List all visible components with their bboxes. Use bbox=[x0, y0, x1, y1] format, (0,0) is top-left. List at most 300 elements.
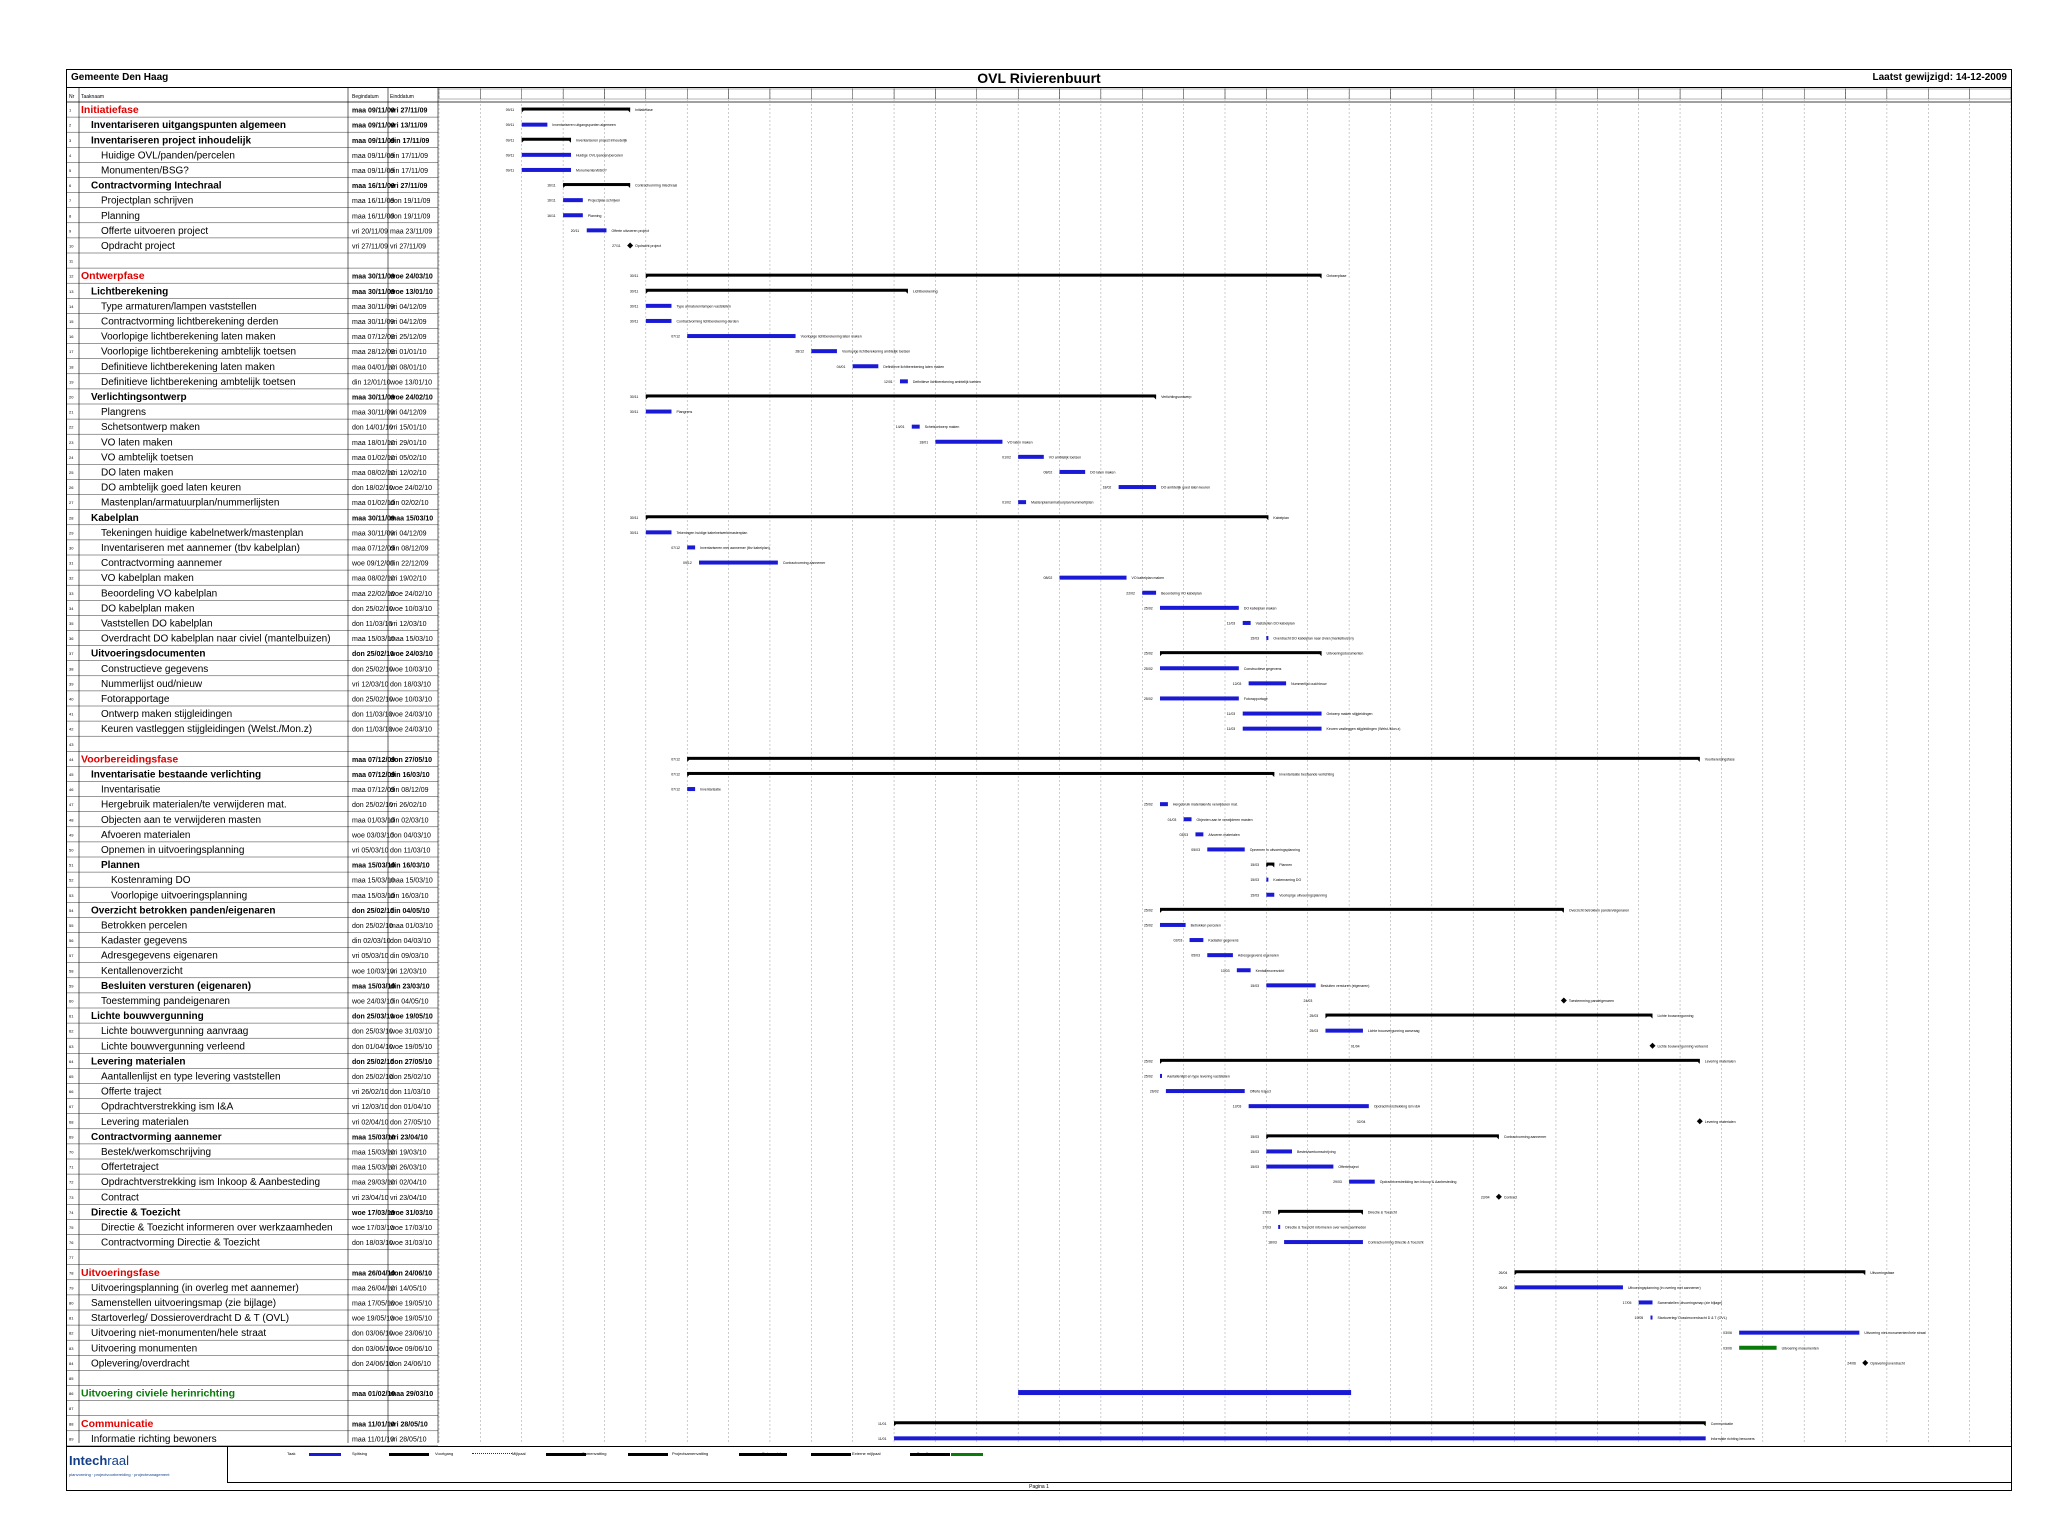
week-header-cell bbox=[1184, 89, 1225, 99]
task-start: vri 12/03/10 bbox=[352, 681, 389, 689]
task-bar bbox=[522, 123, 548, 127]
week-header-cell bbox=[1018, 89, 1059, 99]
task-end: din 17/11/09 bbox=[390, 152, 429, 160]
task-number: 24 bbox=[69, 454, 74, 460]
task-number: 28 bbox=[69, 515, 74, 521]
bar-start-label: 09/11 bbox=[505, 138, 515, 143]
bar-start-label: 30/11 bbox=[629, 289, 639, 294]
week-header-cell bbox=[522, 89, 563, 99]
task-end: vri 27/11/09 bbox=[390, 243, 427, 251]
task-bar bbox=[646, 410, 672, 414]
task-name: Ontwerpfase bbox=[81, 270, 145, 283]
bar-start-label: 15/03 bbox=[1250, 1134, 1260, 1139]
bar-name-label: Beoordeling VO kabelplan bbox=[1161, 591, 1202, 596]
task-end: vri 23/04/10 bbox=[390, 1194, 427, 1202]
week-header-cell bbox=[729, 89, 770, 99]
task-number: 6 bbox=[69, 183, 72, 189]
task-end: din 23/03/10 bbox=[390, 983, 430, 991]
task-name: Vaststellen DO kabelplan bbox=[101, 618, 213, 630]
bar-name-label: Inventariseren project inhoudelijk bbox=[576, 138, 628, 143]
task-name: Lichtberekening bbox=[91, 286, 169, 298]
task-end: woe 19/05/10 bbox=[390, 1013, 433, 1021]
bar-start-label: 04/01 bbox=[836, 364, 846, 369]
task-start: maa 07/12/09 bbox=[352, 334, 395, 342]
task-end: don 04/03/10 bbox=[390, 832, 431, 840]
task-end: vri 27/11/09 bbox=[390, 107, 428, 115]
task-number: 72 bbox=[69, 1179, 74, 1185]
task-number: 59 bbox=[69, 983, 74, 989]
bar-name-label: Voorlopige lichtberekening ambtelijk toetsen bbox=[841, 349, 911, 354]
task-number: 40 bbox=[69, 696, 74, 702]
task-name: Betrokken percelen bbox=[101, 920, 188, 932]
task-number: 41 bbox=[69, 711, 74, 717]
task-number: 15 bbox=[69, 318, 74, 324]
task-bar bbox=[1266, 878, 1268, 882]
task-name: Contractvorming aannemer bbox=[91, 1131, 222, 1143]
task-name: Kabelplan bbox=[91, 512, 139, 524]
bar-start-label: 07/12 bbox=[671, 757, 680, 762]
task-start: vri 26/02/10 bbox=[352, 1089, 389, 1097]
bar-name-label: Overdracht DO kabelplan naar civiel (mantelbuizen) bbox=[1273, 636, 1354, 641]
task-name: Communicatie bbox=[81, 1417, 154, 1430]
summary-bar bbox=[646, 515, 1269, 518]
bar-start-label: 30/11 bbox=[629, 304, 639, 309]
task-number: 69 bbox=[69, 1134, 74, 1140]
bar-name-label: Voorlopige lichtberekening laten maken bbox=[800, 334, 862, 339]
bar-name-label: Directie & Toezicht informeren over werkzaamheden bbox=[1285, 1225, 1367, 1230]
task-end: woe 19/05/10 bbox=[390, 1043, 433, 1051]
task-number: 42 bbox=[69, 726, 74, 732]
task-number: 58 bbox=[69, 968, 74, 974]
task-bar bbox=[699, 561, 778, 565]
task-end: vri 28/05/10 bbox=[390, 1436, 427, 1444]
task-number: 25 bbox=[69, 469, 74, 475]
task-end: woe 17/03/10 bbox=[390, 1224, 433, 1232]
week-header-cell bbox=[977, 89, 1018, 99]
task-number: 71 bbox=[69, 1164, 74, 1170]
bar-start-label: 03/06 bbox=[1723, 1331, 1732, 1336]
task-name: Uitvoeringsplanning (in overleg met aannemer) bbox=[91, 1282, 299, 1294]
bar-start-label: 05/03 bbox=[1191, 847, 1201, 852]
bar-start-label: 01/02 bbox=[1002, 500, 1011, 505]
task-name: Oplevering/overdracht bbox=[91, 1358, 190, 1370]
week-header-cell bbox=[1804, 89, 1845, 99]
bar-name-label: Opdrachtverstrekking ism I&A bbox=[1373, 1104, 1421, 1109]
task-bar bbox=[1195, 832, 1203, 836]
bar-name-label: Uitvoering niet-monumenten/hele straat bbox=[1864, 1331, 1926, 1336]
task-number: 5 bbox=[69, 167, 72, 173]
bar-name-label: VO laten maken bbox=[1007, 440, 1033, 445]
week-header-cell bbox=[1721, 89, 1762, 99]
bar-name-label: Bestek/werkomschrijving bbox=[1297, 1149, 1336, 1154]
bar-name-label: Offerte traject bbox=[1249, 1089, 1271, 1094]
task-bar bbox=[522, 168, 571, 172]
task-end: vri 29/01/10 bbox=[390, 439, 427, 447]
bar-start-label: 18/03 bbox=[1268, 1240, 1277, 1245]
bar-start-label: 16/11 bbox=[547, 213, 556, 218]
task-number: 64 bbox=[69, 1058, 74, 1064]
task-end: vri 28/05/10 bbox=[390, 1421, 428, 1429]
task-end: don 27/05/10 bbox=[390, 1119, 431, 1127]
task-number: 80 bbox=[69, 1300, 74, 1306]
task-bar bbox=[1284, 1240, 1363, 1244]
milestone-marker bbox=[627, 242, 633, 248]
task-number: 12 bbox=[69, 273, 74, 279]
task-number: 11 bbox=[69, 258, 74, 264]
task-number: 74 bbox=[69, 1209, 74, 1215]
task-number: 85 bbox=[69, 1375, 74, 1381]
legend-entry: Samenvatting bbox=[582, 1451, 607, 1456]
task-number: 26 bbox=[69, 485, 74, 491]
bar-name-label: Huidige OVL/panden/percelen bbox=[576, 153, 623, 158]
bar-name-label: Uitvoeringsfase bbox=[1870, 1270, 1895, 1275]
task-start: vri 12/03/10 bbox=[352, 1104, 389, 1112]
task-start: don 25/02/10 bbox=[352, 922, 393, 930]
task-end: vri 15/01/10 bbox=[390, 424, 427, 432]
task-start: maa 11/01/10 bbox=[352, 1436, 395, 1444]
bar-name-label: Opdrachtverstrekking ism Inkoop & Aanbesteding bbox=[1379, 1180, 1457, 1185]
week-header-cell bbox=[646, 89, 687, 99]
bar-start-label: 07/12 bbox=[671, 787, 680, 792]
legend-key bbox=[628, 1453, 668, 1456]
bar-name-label: Uitvoeringsdocumenten bbox=[1326, 651, 1364, 656]
week-header-cell bbox=[1887, 89, 1928, 99]
task-bar bbox=[687, 545, 695, 549]
week-header-cell bbox=[770, 89, 811, 99]
task-number: 77 bbox=[69, 1255, 74, 1261]
task-number: 62 bbox=[69, 1028, 74, 1034]
task-end: vri 12/03/10 bbox=[390, 968, 427, 976]
task-number: 78 bbox=[69, 1270, 74, 1276]
task-start: don 25/02/10 bbox=[352, 696, 393, 704]
bar-start-label: 07/12 bbox=[671, 334, 680, 339]
task-start: vri 20/11/09 bbox=[352, 228, 389, 236]
week-header-cell bbox=[1928, 89, 1969, 99]
week-header-cell bbox=[1970, 89, 2011, 99]
bar-name-label: Voorlopige uitvoeringsplanning bbox=[1279, 893, 1327, 898]
bar-name-label: Initiatiefase bbox=[635, 108, 653, 113]
task-name: Lichte bouwvergunning verleend bbox=[101, 1041, 245, 1053]
task-start: maa 07/12/09 bbox=[352, 756, 396, 764]
bar-start-label: 11/03 bbox=[1226, 621, 1236, 626]
task-start: din 12/01/10 bbox=[352, 379, 391, 387]
task-name: Planning bbox=[101, 210, 140, 222]
task-name: Fotorapportage bbox=[101, 693, 170, 705]
task-bar bbox=[1207, 847, 1244, 851]
task-start: maa 30/11/09 bbox=[352, 394, 395, 402]
bar-start-label: 17/03 bbox=[1262, 1210, 1271, 1215]
task-end: don 11/03/10 bbox=[390, 847, 431, 855]
task-bar bbox=[1207, 953, 1233, 957]
task-name: Afvoeren materialen bbox=[101, 829, 191, 841]
bar-start-label: 25/02 bbox=[1143, 1074, 1153, 1079]
bar-name-label: Communicatie bbox=[1710, 1421, 1734, 1426]
week-header-cell bbox=[1060, 89, 1101, 99]
task-bar bbox=[1739, 1331, 1859, 1335]
task-name: DO ambtelijk goed laten keuren bbox=[101, 482, 242, 494]
bar-name-label: Oplevering/overdracht bbox=[1870, 1361, 1905, 1366]
task-start: vri 27/11/09 bbox=[352, 243, 389, 251]
task-start: don 11/03/10 bbox=[352, 620, 393, 628]
week-header-cell bbox=[935, 89, 976, 99]
week-header-cell bbox=[1432, 89, 1473, 99]
gantt-svg bbox=[67, 88, 2011, 1446]
task-start: don 18/03/10 bbox=[352, 1240, 393, 1248]
bar-name-label: Betrokken percelen bbox=[1190, 923, 1221, 928]
task-name: Opdracht project bbox=[101, 240, 175, 252]
bar-name-label: Contractvorming lichtberekening derden bbox=[676, 319, 739, 324]
task-end: din 08/12/09 bbox=[390, 545, 429, 553]
bar-name-label: Plangrens bbox=[676, 410, 693, 415]
bar-name-label: DO kabelplan maken bbox=[1243, 606, 1277, 611]
task-start: woe 09/12/09 bbox=[352, 560, 395, 568]
task-number: 34 bbox=[69, 605, 74, 611]
task-name: Tekeningen huidige kabelnetwerk/mastenplan bbox=[101, 527, 304, 539]
summary-bar bbox=[1160, 1059, 1700, 1062]
summary-bar bbox=[1266, 1134, 1498, 1137]
task-number: 23 bbox=[69, 439, 74, 445]
bar-name-label: Objecten aan te verwijderen masten bbox=[1196, 817, 1253, 822]
summary-bar bbox=[646, 394, 1156, 397]
milestone-marker bbox=[1650, 1043, 1656, 1049]
task-end: din 16/03/10 bbox=[390, 862, 430, 870]
task-end: din 04/05/10 bbox=[390, 998, 429, 1006]
task-bar bbox=[1266, 893, 1274, 897]
task-start: woe 03/03/10 bbox=[352, 832, 395, 840]
task-start: don 18/02/10 bbox=[352, 485, 393, 493]
bar-start-label: 09/11 bbox=[505, 108, 515, 113]
task-start: maa 07/12/09 bbox=[352, 787, 395, 795]
task-bar bbox=[646, 304, 672, 308]
bar-start-label: 25/02 bbox=[1143, 651, 1153, 656]
task-number: 18 bbox=[69, 364, 74, 370]
bar-start-label: 25/02 bbox=[1143, 666, 1153, 671]
milestone-marker bbox=[1496, 1194, 1502, 1200]
task-number: 53 bbox=[69, 892, 74, 898]
bar-name-label: Besluiten versturen (eigenaren) bbox=[1320, 983, 1370, 988]
bar-start-label: 25/02 bbox=[1143, 908, 1153, 913]
task-number: 54 bbox=[69, 907, 74, 913]
bar-name-label: Nummerlijst oud/nieuw bbox=[1291, 681, 1327, 686]
bar-name-label: Definitieve lichtberekening laten maken bbox=[883, 364, 945, 369]
bar-start-label: 09/11 bbox=[505, 153, 515, 158]
task-end: vri 12/02/10 bbox=[390, 469, 427, 477]
task-bar bbox=[563, 213, 583, 217]
task-end: don 11/03/10 bbox=[390, 1089, 431, 1097]
task-number: 48 bbox=[69, 817, 74, 823]
task-bar bbox=[811, 349, 837, 353]
bar-start-label: 09/11 bbox=[505, 123, 515, 128]
bar-start-label: 01/03 bbox=[1167, 817, 1177, 822]
bar-name-label: Lichte bouwvergunning aanvraag bbox=[1367, 1029, 1420, 1034]
summary-bar bbox=[522, 108, 630, 111]
task-start: don 11/03/10 bbox=[352, 711, 393, 719]
bar-name-label: Schetsontwerp maken bbox=[924, 425, 960, 430]
task-name: Offerte traject bbox=[101, 1086, 162, 1098]
task-number: 32 bbox=[69, 575, 74, 581]
task-start: maa 30/11/09 bbox=[352, 273, 395, 281]
bar-start-label: 11/01 bbox=[878, 1421, 887, 1426]
task-number: 56 bbox=[69, 938, 74, 944]
task-start: din 02/03/10 bbox=[352, 938, 391, 946]
bar-start-label: 05/03 bbox=[1191, 953, 1201, 958]
task-name: Lichte bouwvergunning bbox=[91, 1011, 204, 1023]
task-end: maa 15/03/10 bbox=[390, 636, 433, 644]
task-name: Inventariseren uitgangspunten algemeen bbox=[91, 120, 287, 132]
task-name: Nummerlijst oud/nieuw bbox=[101, 678, 203, 690]
week-header-cell bbox=[480, 89, 521, 99]
task-start: vri 05/03/10 bbox=[352, 847, 389, 855]
bar-name-label: Levering materialen bbox=[1704, 1119, 1736, 1124]
task-number: 36 bbox=[69, 636, 74, 642]
bar-start-label: 24/03 bbox=[1303, 998, 1313, 1003]
task-end: maa 15/03/10 bbox=[390, 515, 434, 523]
task-name: Projectplan schrijven bbox=[101, 195, 194, 207]
task-end: woe 24/03/10 bbox=[390, 651, 433, 659]
task-number: 1 bbox=[69, 107, 72, 113]
task-end: woe 31/03/10 bbox=[390, 1209, 433, 1217]
task-end: din 17/11/09 bbox=[390, 167, 429, 175]
task-number: 82 bbox=[69, 1330, 74, 1336]
task-name: Uitvoeringsfase bbox=[81, 1266, 160, 1279]
bar-name-label: Opnemen in uitvoeringsplanning bbox=[1249, 847, 1300, 852]
task-number: 52 bbox=[69, 877, 74, 883]
task-bar bbox=[1325, 1029, 1362, 1033]
bar-start-label: 10/03 bbox=[1220, 968, 1230, 973]
task-name: Huidige OVL/panden/percelen bbox=[101, 150, 235, 162]
week-header-cell bbox=[1308, 89, 1349, 99]
task-start: don 25/02/10 bbox=[352, 666, 393, 674]
bar-name-label: Lichtberekening bbox=[912, 289, 938, 294]
bar-name-label: Inventarisatie bestaande verlichting bbox=[1279, 772, 1335, 777]
task-end: vri 19/03/10 bbox=[390, 1149, 427, 1157]
task-number: 70 bbox=[69, 1149, 74, 1155]
task-name: Contractvorming lichtberekening derden bbox=[101, 316, 279, 328]
task-start: maa 16/11/09 bbox=[352, 213, 395, 221]
task-number: 35 bbox=[69, 620, 74, 626]
bar-start-label: 11/03 bbox=[1226, 727, 1236, 732]
week-header-cell bbox=[1515, 89, 1556, 99]
task-start: maa 28/12/09 bbox=[352, 349, 395, 357]
bar-name-label: Informatie richting bewoners bbox=[1710, 1436, 1755, 1441]
task-name: VO laten maken bbox=[101, 437, 173, 449]
task-number: 22 bbox=[69, 424, 74, 430]
bar-name-label: Contractvorming Intechraal bbox=[635, 183, 678, 188]
week-header-cell bbox=[1390, 89, 1431, 99]
bar-start-label: 18/02 bbox=[1102, 485, 1112, 490]
task-name: DO kabelplan maken bbox=[101, 603, 195, 615]
task-start: don 25/02/10 bbox=[352, 1073, 393, 1081]
task-end: vri 08/01/10 bbox=[390, 364, 427, 372]
week-header-cell bbox=[604, 89, 645, 99]
task-start: maa 15/03/10 bbox=[352, 862, 396, 870]
bar-start-label: 11/03 bbox=[1226, 712, 1236, 717]
civiel-bar bbox=[1018, 1390, 1351, 1395]
task-name: Inventariseren project inhoudelijk bbox=[91, 135, 252, 147]
bar-name-label: Verlichtingsontwerp bbox=[1161, 394, 1192, 399]
organization-name: Gemeente Den Haag bbox=[71, 72, 169, 83]
bar-name-label: Toestemming pandeigenaren bbox=[1568, 998, 1615, 1003]
task-number: 38 bbox=[69, 666, 74, 672]
task-bar bbox=[935, 440, 1002, 444]
task-number: 27 bbox=[69, 500, 74, 506]
task-name: Type armaturen/lampen vaststellen bbox=[101, 301, 257, 313]
task-start: maa 09/11/09 bbox=[352, 137, 395, 145]
summary-bar bbox=[1325, 1014, 1652, 1017]
legend-entry: Projectsamenvatting bbox=[672, 1451, 709, 1456]
legend-footer bbox=[67, 1446, 2011, 1492]
summary-bar bbox=[522, 138, 571, 141]
task-end: din 16/03/10 bbox=[390, 771, 430, 779]
task-end: woe 23/06/10 bbox=[390, 1330, 433, 1338]
task-end: don 19/11/09 bbox=[390, 198, 431, 206]
task-number: 76 bbox=[69, 1240, 74, 1246]
milestone-marker bbox=[1561, 997, 1567, 1003]
task-number: 67 bbox=[69, 1104, 74, 1110]
task-name: Directie & Toezicht informeren over werkzaamheden bbox=[101, 1222, 333, 1234]
bar-name-label: Startoverleg/ Dossieroverdracht D & T (OVL) bbox=[1657, 1316, 1727, 1321]
task-name: Uitvoering monumenten bbox=[91, 1343, 198, 1355]
task-bar bbox=[894, 1436, 1706, 1440]
task-start: maa 11/01/10 bbox=[352, 1421, 395, 1429]
task-end: don 18/03/10 bbox=[390, 681, 431, 689]
task-bar bbox=[1266, 983, 1315, 987]
column-header-end: Einddatum bbox=[390, 94, 414, 100]
bar-name-label: Afvoeren materialen bbox=[1208, 832, 1240, 837]
task-start: maa 26/04/10 bbox=[352, 1285, 395, 1293]
task-end: din 22/12/09 bbox=[390, 560, 429, 568]
task-bar bbox=[1278, 1225, 1280, 1229]
task-number: 86 bbox=[69, 1391, 74, 1397]
bar-name-label: Contractvorming Directie & Toezicht bbox=[1367, 1240, 1424, 1245]
task-start: maa 29/03/10 bbox=[352, 1179, 395, 1187]
task-bar bbox=[563, 198, 583, 202]
task-name: Levering materialen bbox=[91, 1056, 186, 1068]
task-start: maa 09/11/09 bbox=[352, 107, 395, 115]
gantt-sheet bbox=[66, 69, 2012, 1491]
task-name: Beoordeling VO kabelplan bbox=[101, 588, 218, 600]
task-bar bbox=[1160, 923, 1186, 927]
task-name: Constructieve gegevens bbox=[101, 663, 209, 675]
intechraal-logo: Intechraal bbox=[69, 1453, 129, 1468]
task-start: don 03/06/10 bbox=[352, 1330, 393, 1338]
task-name: Offertetraject bbox=[101, 1162, 159, 1174]
bar-name-label: Opdracht project bbox=[635, 243, 661, 248]
bar-start-label: 25/03 bbox=[1309, 1029, 1319, 1034]
bar-name-label: Directie & Toezicht bbox=[1367, 1210, 1397, 1215]
task-name: Contractvorming aannemer bbox=[101, 558, 223, 570]
bar-start-label: 07/12 bbox=[671, 772, 680, 777]
bar-start-label: 30/11 bbox=[629, 394, 639, 399]
week-header-cell bbox=[1225, 89, 1266, 99]
bar-start-label: 16/11 bbox=[547, 198, 556, 203]
bar-name-label: Definitieve lichtberekening ambtelijk toetsen bbox=[912, 379, 981, 384]
task-bar bbox=[1739, 1346, 1776, 1350]
task-end: don 27/05/10 bbox=[390, 1058, 433, 1066]
task-start: maa 15/03/10 bbox=[352, 1149, 395, 1157]
task-name: Startoverleg/ Dossieroverdracht D & T (OVL) bbox=[91, 1313, 290, 1325]
bar-start-label: 08/02 bbox=[1043, 576, 1053, 581]
bar-start-label: 30/11 bbox=[629, 410, 639, 415]
task-end: din 02/03/10 bbox=[390, 817, 429, 825]
task-end: vri 19/02/10 bbox=[390, 575, 427, 583]
task-number: 2 bbox=[69, 122, 72, 128]
task-end: don 24/06/10 bbox=[390, 1360, 431, 1368]
project-title: OVL Rivierenbuurt bbox=[977, 70, 1101, 86]
task-end: vri 02/04/10 bbox=[390, 1179, 427, 1187]
task-start: maa 22/02/10 bbox=[352, 590, 395, 598]
bar-start-label: 07/12 bbox=[671, 545, 680, 550]
